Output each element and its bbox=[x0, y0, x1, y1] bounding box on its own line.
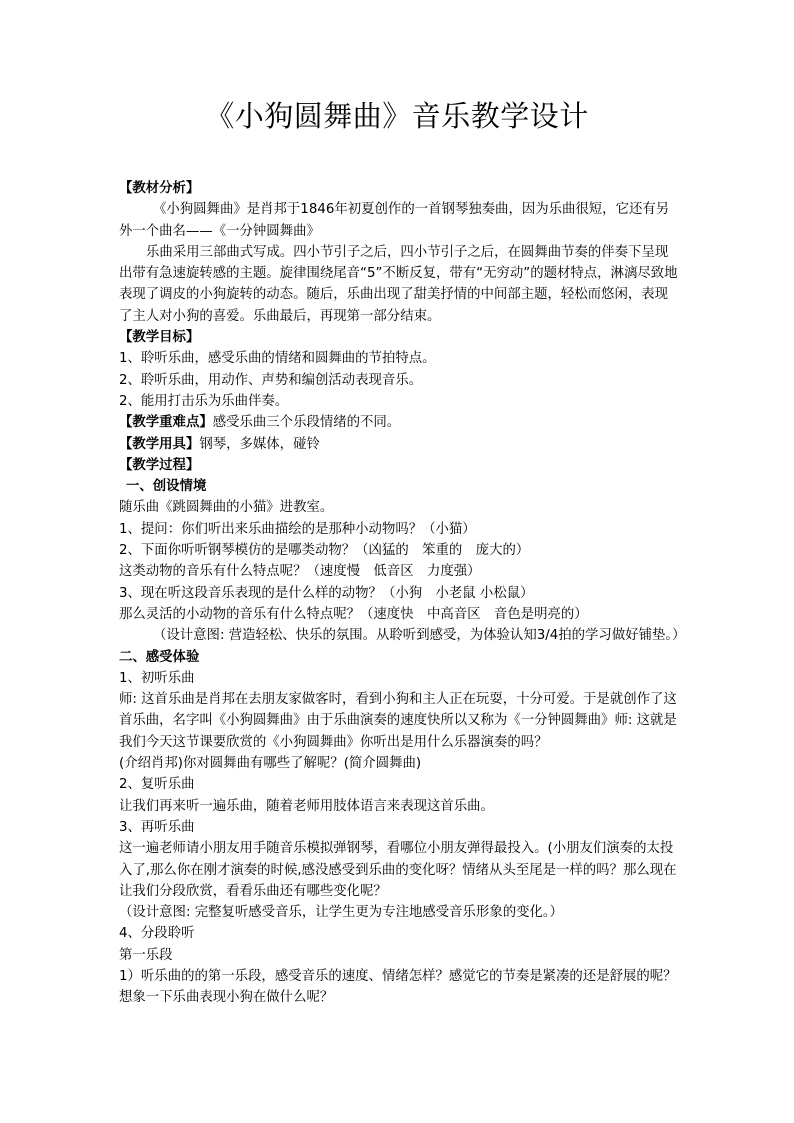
section-heading: 【教学目标】 bbox=[119, 330, 200, 346]
section-heading: 二、感受体验 bbox=[119, 649, 200, 665]
body-paragraph: 《小狗圆舞曲》是肖邦于1846年初夏创作的一首钢琴独奏曲，因为乐曲很短，它还有另外一个曲名——《一分钟圆舞曲》 bbox=[119, 202, 670, 239]
body-line: 那么灵活的小动物的音乐有什么特点呢？（速度快 中高音区 音色是明亮的） bbox=[119, 606, 588, 622]
subsection-heading: 一、创设情境 bbox=[126, 479, 207, 495]
document-body bbox=[119, 178, 686, 1009]
section-heading: 【教材分析】 bbox=[119, 181, 200, 196]
document-title: 《小狗圆舞曲》音乐教学设计 bbox=[205, 99, 589, 133]
body-line: 4、分段聆听 bbox=[119, 926, 195, 942]
line-text: 感受乐曲三个乐段情绪的不同。 bbox=[212, 415, 401, 431]
body-line: 1、初听乐曲 bbox=[119, 670, 195, 686]
body-line: （设计意图: 完整复听感受音乐，让学生更为专注地感受音乐形象的变化。） bbox=[119, 905, 563, 921]
labeled-line bbox=[119, 434, 681, 455]
body-line: 第一乐段 bbox=[119, 947, 173, 963]
body-line: 1）听乐曲的的第一乐段，感受音乐的速度、情绪怎样？感觉它的节奏是紧凑的还是舒展的呢？想象一下乐曲表现小狗在做什么呢？ bbox=[119, 968, 677, 1006]
body-line: 2、聆听乐曲，用动作、声势和编创活动表现音乐。 bbox=[119, 372, 423, 388]
body-line: 师: 这首乐曲是肖邦在去朋友家做客时，看到小狗和主人正在玩耍，十分可爱。于是就创作了这首乐曲，名字叫《小狗圆舞曲》由于乐曲演奏的速度快所以又称为《一分钟圆舞曲》师: 这就是我们今天这节课要欣赏的《小狗圆舞曲》你听出是用什么乐器演奏的吗？ bbox=[119, 692, 677, 750]
body-line: 2、下面你听听钢琴模仿的是哪类动物？（凶猛的 笨重的 庞大的） bbox=[119, 543, 530, 559]
body-line: 2、复听乐曲 bbox=[119, 777, 195, 793]
body-line: 这一遍老师请小朋友用手随音乐模拟弹钢琴，看哪位小朋友弹得最投入。(小朋友们演奏的太投入了,那么你在刚才演奏的时候,感没感受到乐曲的变化呀？情绪从头至尾是一样的吗？那么现在让我们分段欣赏，看看乐曲还有哪些变化呢？ bbox=[119, 841, 677, 899]
section-heading: 【教学过程】 bbox=[119, 457, 200, 473]
body-line: 随乐曲《跳圆舞曲的小猫》进教室。 bbox=[119, 500, 334, 516]
body-line: 1、提问：你们听出来乐曲描绘的是那种小动物吗？（小猫） bbox=[119, 521, 476, 537]
body-line: 1、聆听乐曲，感受乐曲的情绪和圆舞曲的节拍特点。 bbox=[119, 351, 436, 367]
labeled-line bbox=[119, 412, 681, 433]
line-label: 【教学重难点】 bbox=[119, 415, 213, 431]
body-line: 3、现在听这段音乐表现的是什么样的动物？（小狗 小老鼠 小松鼠） bbox=[119, 585, 534, 601]
body-line: 让我们再来听一遍乐曲，随着老师用肢体语言来表现这首乐曲。 bbox=[119, 798, 494, 814]
body-paragraph: 乐曲采用三部曲式写成。四小节引子之后，四小节引子之后，在圆舞曲节奏的伴奏下呈现出带有急速旋转感的主题。旋律围绕尾音“5”不断反复，带有“无穷动”的题材特点，淋漓尽致地表现了调皮的小狗旋转的动态。随后，乐曲出现了甜美抒情的中间部主题，轻松而悠闲，表现了主人对小狗的喜爱。乐曲最后，再现第一部分结束。 bbox=[119, 244, 678, 324]
design-note: （设计意图: 营造轻松、快乐的氛围。从聆听到感受，为体验认知3/4拍的学习做好铺垫。） bbox=[153, 628, 686, 644]
body-line: (介绍肖邦)你对圆舞曲有哪些了解呢？(简介圆舞曲) bbox=[119, 756, 422, 772]
body-line: 这类动物的音乐有什么特点呢？（速度慢 低音区 力度强） bbox=[119, 564, 481, 580]
line-text: 钢琴，多媒体，碰铃 bbox=[199, 436, 320, 452]
line-label: 【教学用具】 bbox=[119, 436, 200, 452]
body-line: 3、再听乐曲 bbox=[119, 819, 195, 835]
body-line: 2、能用打击乐为乐曲伴奏。 bbox=[119, 393, 289, 409]
